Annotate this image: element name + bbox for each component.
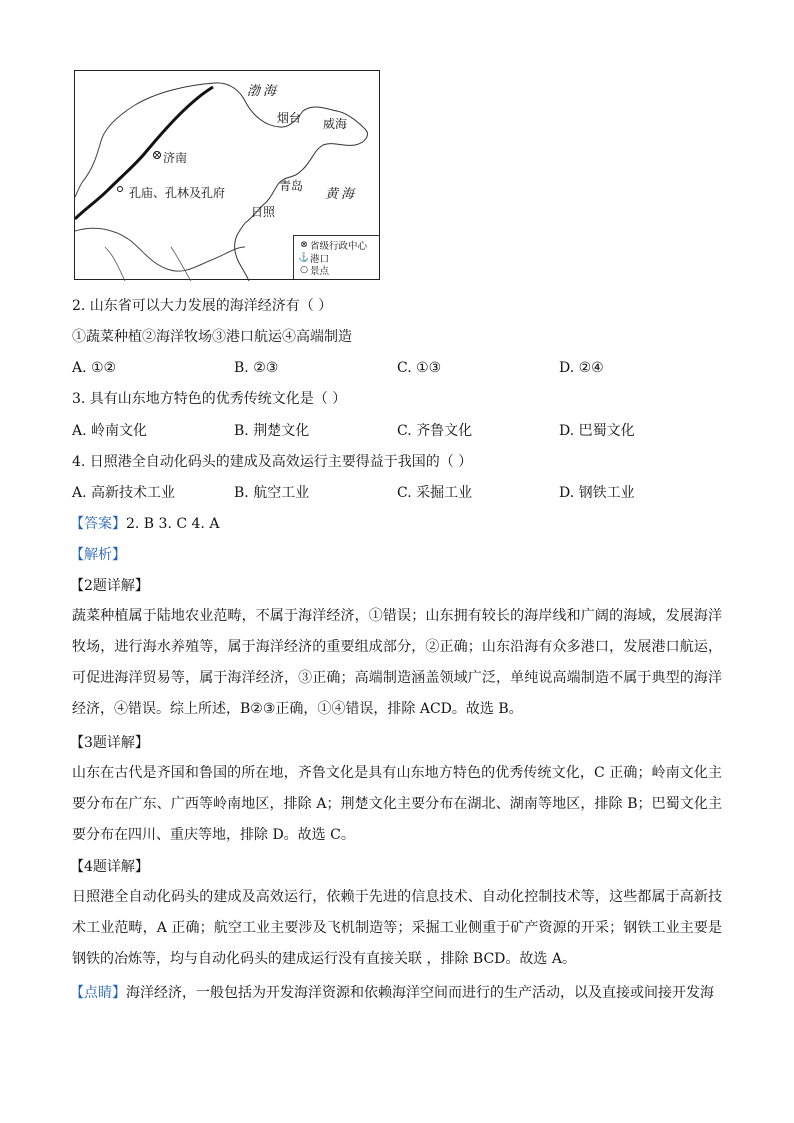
circle-icon: ○ bbox=[300, 265, 308, 276]
question-3-stem: 3. 具有山东地方特色的优秀传统文化是（ ） bbox=[72, 391, 347, 407]
south-boundary bbox=[75, 228, 245, 271]
detail-3-heading: 【3题详解】 bbox=[70, 735, 149, 751]
kongmiao-marker bbox=[118, 187, 123, 192]
question-2-option-b: B. ②③ bbox=[234, 360, 279, 376]
question-3-option-a: A. 岭南文化 bbox=[72, 423, 148, 439]
west-boundary bbox=[75, 105, 135, 197]
map-label-huanghai: 黄海 bbox=[325, 187, 358, 202]
south-boundary-3 bbox=[171, 247, 191, 281]
legend-row-capital bbox=[298, 239, 375, 252]
map-label-kongmiao: 孔庙、孔林及孔府 bbox=[129, 186, 226, 200]
question-3-option-b: B. 荆楚文化 bbox=[234, 423, 310, 439]
south-boundary-2 bbox=[105, 247, 125, 281]
anchor-icon: ⚓ bbox=[298, 252, 310, 263]
detail-2-heading: 【2题详解】 bbox=[70, 578, 149, 594]
detail-4-heading: 【4题详解】 bbox=[70, 859, 149, 875]
detail-3-text: 山东在古代是齐国和鲁国的所在地，齐鲁文化是具有山东地方特色的优秀传统文化，C 正确；岭南文化主要分布在广东、广西等岭南地区，排除 A；荆楚文化主要分布在湖北、湖南等地区，排除 B；巴蜀文化主要分布在四川、重庆等地，排除 D。故选 C。 bbox=[72, 765, 722, 843]
question-4-option-a: A. 高新技术工业 bbox=[72, 485, 176, 501]
question-2-option-c: C. ①③ bbox=[397, 360, 442, 376]
comment-line bbox=[70, 983, 714, 1003]
question-2-items: ①蔬菜种植②海洋牧场③港口航运④高端制造 bbox=[72, 329, 352, 345]
question-3-option-d: D. 巴蜀文化 bbox=[559, 423, 635, 439]
map-label-rizhao: 日照 bbox=[251, 205, 276, 219]
answer-tag: 【答案】 bbox=[70, 516, 126, 532]
map-label-qingdao: 青岛 bbox=[279, 179, 304, 193]
legend-row-port bbox=[298, 252, 375, 265]
shandong-map bbox=[74, 70, 380, 280]
question-3-option-c: C. 齐鲁文化 bbox=[397, 423, 473, 439]
map-legend bbox=[293, 235, 379, 279]
map-label-weihai: 威海 bbox=[323, 117, 348, 131]
legend-scenic-label: 景点 bbox=[310, 266, 330, 278]
question-2-stem: 2. 山东省可以大力发展的海洋经济有（ ） bbox=[72, 298, 333, 314]
comment-tag: 【点睛】 bbox=[70, 985, 126, 1001]
question-4-option-c: C. 采掘工业 bbox=[397, 485, 473, 501]
comment-text: 海洋经济，一般包括为开发海洋资源和依赖海洋空间而进行的生产活动，以及直接或间接开发海 bbox=[126, 985, 714, 1001]
question-4-option-d: D. 钢铁工业 bbox=[559, 485, 635, 501]
map-label-bohai: 渤海 bbox=[247, 84, 280, 99]
question-4-stem: 4. 日照港全自动化码头的建成及高效运行主要得益于我国的（ ） bbox=[72, 454, 473, 470]
detail-4-text: 日照港全自动化码头的建成及高效运行，依赖于先进的信息技术、自动化控制技术等，这些都属于高新技术工业范畴，A 正确；航空工业主要涉及飞机制造等；采掘工业侧重于矿产资源的开采；钢铁工业主要是钢铁的冶炼等，均与自动化码头的建成运行没有直接关联 ，排除 BCD。故选 A。 bbox=[72, 889, 722, 967]
analysis-tag: 【解析】 bbox=[70, 547, 126, 563]
coastline-south bbox=[235, 223, 249, 281]
legend-row-scenic bbox=[298, 264, 375, 277]
detail-2-text: 蔬菜种植属于陆地农业范畴，不属于海洋经济，①错误；山东拥有较长的海岸线和广阔的海域，发展海洋牧场，进行海水养殖等，属于海洋经济的重要组成部分，②正确；山东沿海有众多港口，发展港口航运，可促进海洋贸易等，属于海洋经济，③正确；高端制造涵盖领域广泛，单纯说高端制造不属于典型的海洋经济，④错误。综上所述，B②③正确，①④错误，排除 ACD。故选 B。 bbox=[72, 608, 722, 717]
answer-line bbox=[70, 514, 219, 534]
map-label-jinan: 济南 bbox=[163, 151, 188, 165]
question-2-option-a: A. ①② bbox=[72, 360, 117, 376]
question-2-option-d: D. ②④ bbox=[559, 360, 604, 376]
capital-icon: ⊗ bbox=[300, 240, 308, 251]
answer-text: 2. B 3. C 4. A bbox=[126, 516, 220, 532]
map-label-yantai: 烟台 bbox=[277, 111, 302, 125]
analysis-line bbox=[70, 545, 126, 565]
legend-capital-label: 省级行政中心 bbox=[310, 241, 368, 253]
question-4-option-b: B. 航空工业 bbox=[234, 485, 310, 501]
legend-port-label: 港口 bbox=[310, 253, 330, 265]
